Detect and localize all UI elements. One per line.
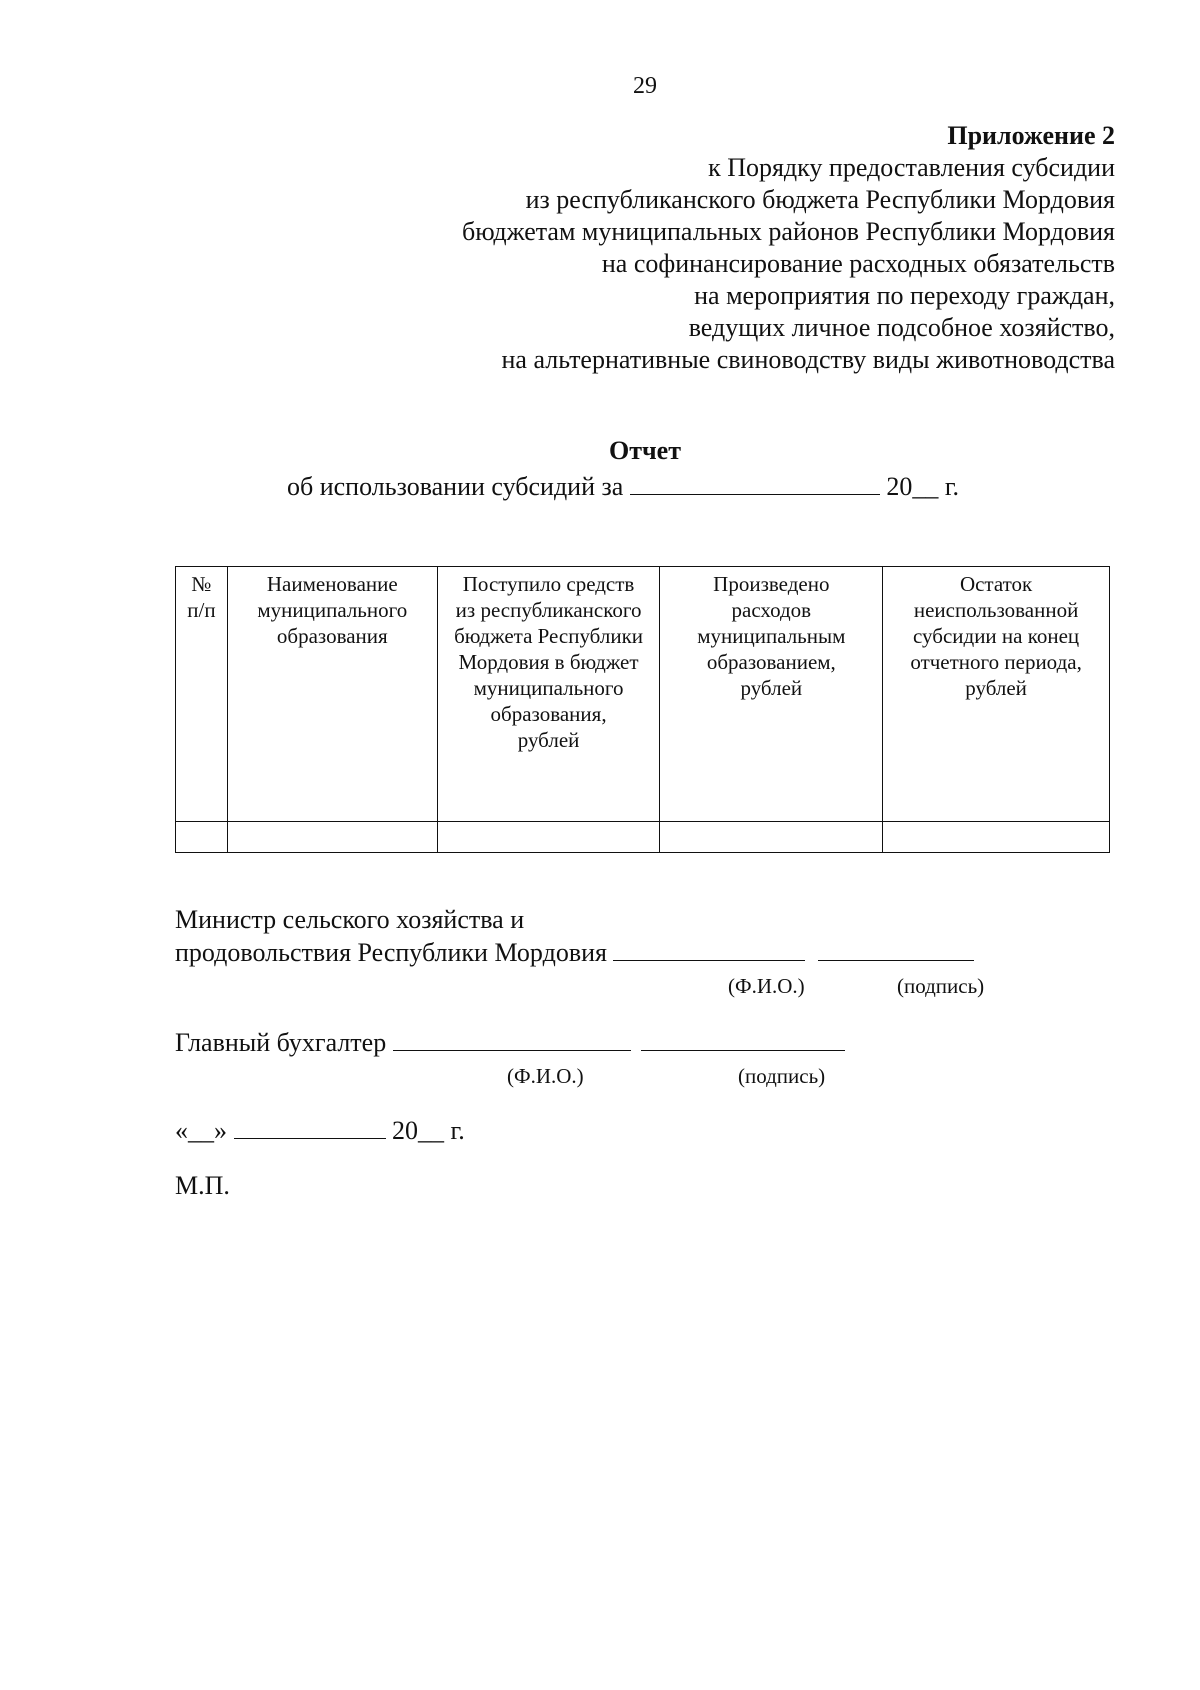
header-text: Поступило средств — [462, 572, 635, 596]
minister-fio-caption: (Ф.И.О.) — [728, 974, 805, 998]
minister-signature-line2 — [175, 936, 974, 969]
minister-signature-line1: Министр сельского хозяйства и — [175, 905, 525, 934]
header-text: Мордовия в бюджет — [458, 650, 639, 674]
header-text: образованием, — [706, 650, 836, 674]
minister-signature-blank — [818, 936, 974, 961]
header-text: из республиканского — [455, 598, 642, 622]
accountant-fio-caption: (Ф.И.О.) — [507, 1064, 584, 1088]
appendix-line: на софинансирование расходных обязательств — [601, 249, 1115, 278]
accountant-label: Главный бухгалтер — [175, 1028, 387, 1057]
stamp-place: М.П. — [175, 1171, 230, 1200]
header-text: субсидии на конец — [913, 624, 1080, 648]
table-header-cell-spent — [660, 567, 883, 822]
header-text: муниципального — [257, 598, 408, 622]
accountant-fio-line — [393, 1026, 631, 1051]
table-header-cell-received — [437, 567, 660, 822]
table-header-cell-remainder — [883, 567, 1110, 822]
report-subtitle-prefix: об использовании субсидий за — [287, 472, 624, 501]
appendix-title: Приложение 2 — [947, 121, 1115, 150]
minister-fio-line — [613, 936, 805, 961]
header-text: Наименование — [266, 572, 398, 596]
header-text: Остаток — [959, 572, 1033, 596]
header-text: Произведено — [713, 572, 830, 596]
appendix-header — [462, 120, 1115, 376]
date-line — [175, 1114, 465, 1147]
table-cell — [176, 822, 228, 853]
minister-title: продовольствия Республики Мордовия — [175, 938, 607, 967]
accountant-signature — [175, 1026, 845, 1059]
date-day: «__» — [175, 1116, 227, 1145]
minister-sign-caption: (подпись) — [897, 974, 985, 998]
table-cell — [883, 822, 1110, 853]
accountant-sign-caption: (подпись) — [738, 1064, 826, 1088]
header-text: п/п — [187, 598, 216, 622]
header-text: муниципальным — [697, 624, 846, 648]
header-text: бюджета Республики — [454, 624, 644, 648]
report-table — [175, 566, 1110, 853]
appendix-line: из республиканского бюджета Республики Мордовия — [525, 185, 1115, 214]
header-text: образования — [276, 624, 388, 648]
header-text: муниципального — [473, 676, 624, 700]
header-text: отчетного периода, — [910, 650, 1082, 674]
table-row — [176, 822, 1110, 853]
appendix-line: ведущих личное подсобное хозяйство, — [688, 313, 1115, 342]
page-number: 29 — [633, 73, 657, 99]
date-year: 20__ г. — [392, 1116, 465, 1145]
table-cell — [660, 822, 883, 853]
table-header-cell-number — [176, 567, 228, 822]
table-cell — [227, 822, 437, 853]
appendix-line: бюджетам муниципальных районов Республики Мордовия — [462, 217, 1115, 246]
period-blank-line — [630, 470, 880, 495]
table-cell — [437, 822, 660, 853]
accountant-signature-blank — [641, 1026, 845, 1051]
header-text: расходов — [731, 598, 812, 622]
appendix-line: на мероприятия по переходу граждан, — [694, 281, 1115, 310]
header-text: образования, — [490, 702, 607, 726]
header-text: рублей — [740, 676, 803, 700]
appendix-line: к Порядку предоставления субсидии — [708, 153, 1115, 182]
table-header-cell-name — [227, 567, 437, 822]
report-title: Отчет — [609, 436, 681, 465]
header-text: № — [191, 572, 212, 596]
appendix-line: на альтернативные свиноводству виды животноводства — [501, 345, 1115, 374]
header-text: неиспользованной — [913, 598, 1079, 622]
report-subtitle-year: 20__ г. — [886, 472, 960, 501]
date-month-blank — [234, 1114, 386, 1139]
header-text: рублей — [965, 676, 1027, 700]
table-header-row — [176, 567, 1110, 822]
report-subtitle — [287, 470, 959, 502]
header-text: рублей — [517, 728, 580, 752]
